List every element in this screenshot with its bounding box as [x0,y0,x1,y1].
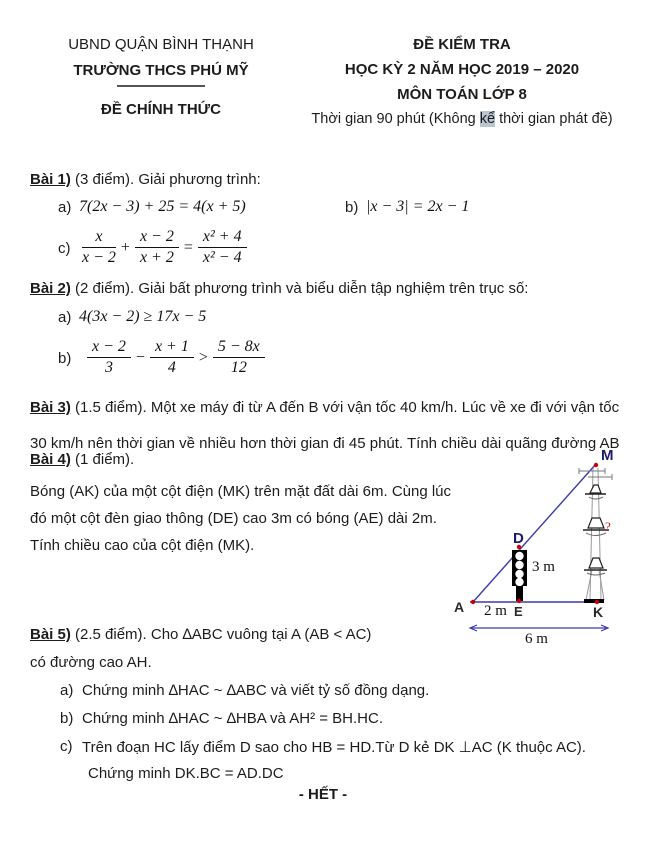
problem5a-text: Chứng minh ∆HAC ~ ∆ABC và viết tỷ số đồng dạng. [82,682,430,699]
problem1b-equation: |x − 3| = 2x − 1 [366,198,470,215]
problem3-label: Bài 3) [30,399,71,416]
measure-label-3m: 3 m [532,559,555,575]
end-marker: - HẾT - [298,786,348,803]
figure-drawing [453,446,646,658]
similar-triangles-figure [453,446,646,658]
sun-ray-line-AM [473,464,596,602]
fraction-1: $\frac{x}{x - 2}$ [82,228,116,267]
problem1-intro: (3 điểm). Giải phương trình: [70,171,261,188]
problem1c-label: c) [58,240,71,257]
problem1b-label: b) [345,199,359,216]
problem2b-label: b) [58,350,72,367]
measure-label-2m: 2 m [484,603,507,619]
problem2b-equation [85,338,267,378]
problem5c-text2: Chứng minh DK.BC = AD.DC [88,765,284,782]
point-label-A: A [454,599,465,615]
duration-post: thời gian phát đề) [495,111,613,127]
header-right-block [288,36,636,128]
duration-highlighted-word: kể [479,111,496,127]
fraction-3: $\frac{5 - 8x}{12}$ [213,338,265,378]
problem5-heading [30,626,371,643]
problem1a-label: a) [58,199,72,216]
problem5-intro: (2.5 điểm). Cho ∆ABC vuông tại A (AB < AC) [70,626,372,643]
problem2-label: Bài 2) [30,280,71,297]
fraction-3: $\frac{\text{x² + 4}}{\text{x² − 4}}$ [198,228,247,268]
org-name: UBND QUẬN BÌNH THẠNH [68,36,254,53]
problem5a-label: a) [60,682,74,699]
plus-operator: + [120,238,130,256]
problem5b-text: Chứng minh ∆HAC ~ ∆HBA và AH² = BH.HC. [82,710,383,727]
problem2a-equation: 4(3x − 2) ≥ 17x − 5 [79,308,207,325]
problem1-label: Bài 1) [30,171,71,188]
measure-label-6m: 6 m [525,631,548,647]
point-label-E: E [514,604,523,619]
problem4-body: Bóng (AK) của một cột điện (MK) trên mặt đất dài 6m. Cùng lúc đó một cột đèn giao thông (DE) cao 3m có bóng (AE) dài 2m. Tính chiều cao của cột điện (MK). [30,483,452,554]
minus-operator: − [135,348,145,366]
problem5-line2: có đường cao AH. [30,654,152,671]
problem4-label: Bài 4) [30,451,71,468]
greater-than-operator: > [198,348,208,366]
problem3-text: (1.5 điểm). Một xe máy đi từ A đến B với vận tốc 40 km/h. Lúc về xe đi với vận tốc 30 km/h nên thời gian về nhiều hơn thời gian đi 45 phút. Tính chiều dài quãng đường AB [30,399,620,452]
traffic-light [512,550,527,601]
exam-type: ĐỀ CHÍNH THỨC [101,101,221,118]
point-label-D: D [513,530,524,547]
problem4-intro: (1 điểm). [70,451,135,468]
problem5b-label: b) [60,710,74,727]
equals-operator: = [183,238,193,256]
problem1c-equation [80,228,249,268]
problem4-heading [30,451,134,468]
problem2-heading [30,280,528,297]
fraction-2: $\frac{x - 2}{x + 2}$ [135,228,179,268]
problem2-intro: (2 điểm). Giải bất phương trình và biểu diễn tập nghiệm trên trục số: [70,280,529,297]
problem2a-label: a) [58,309,72,326]
problem5c-label: c) [60,738,73,755]
question-mark-label: ? [605,519,611,534]
exam-term: HỌC KỲ 2 NĂM HỌC 2019 – 2020 [344,61,580,78]
exam-duration [288,111,636,128]
point-label-M: M [601,447,614,464]
pole-base [584,599,604,603]
problem1a-equation: 7(2x − 3) + 25 = 4(x + 5) [79,198,246,215]
header-divider-rule [117,85,205,87]
school-name: TRƯỜNG THCS PHÚ MỸ [73,62,249,79]
point-label-K: K [593,604,604,620]
duration-pre: Thời gian 90 phút (Không [311,111,480,127]
fraction-1: $\frac{x - 2}{3}$ [87,338,131,378]
exam-subject: MÔN TOÁN LỚP 8 [397,86,527,103]
header-left-block [52,36,270,118]
problem5c-text: Trên đoạn HC lấy điểm D sao cho HB = HD.Từ D kẻ DK ⊥AC (K thuộc AC). [82,739,586,756]
problem5-label: Bài 5) [30,626,71,643]
fraction-2: $\frac{x + 1}{4}$ [150,338,194,378]
problem1-heading [30,171,261,188]
exam-title: ĐỀ KIỂM TRA [413,36,511,53]
